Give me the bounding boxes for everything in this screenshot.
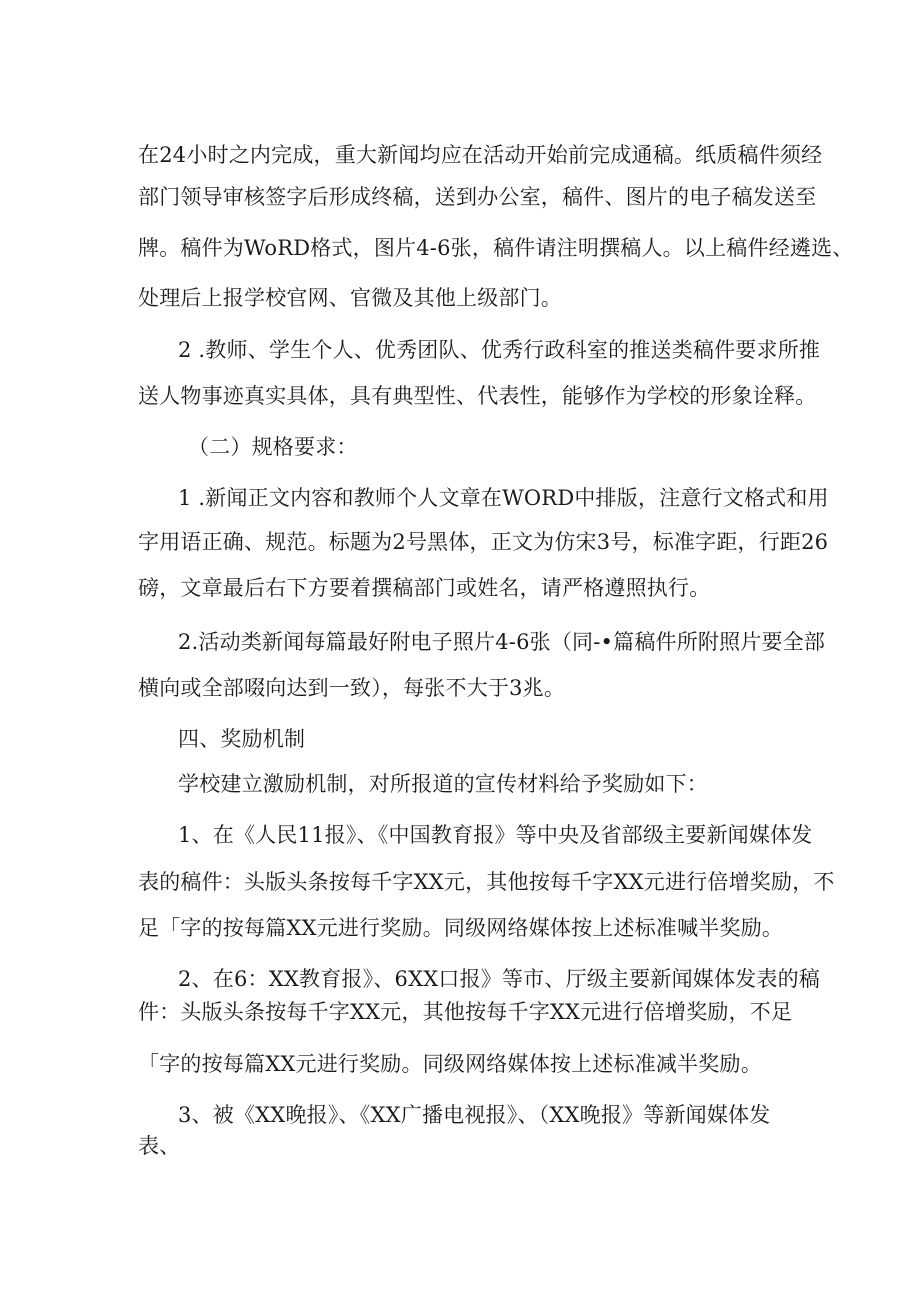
paragraph-line-11: 2.活动类新闻每篇最好附电子照片4-6张（同-•篇稿件所附照片要全部 [178, 630, 826, 654]
paragraph-line-5: 2 .教师、学生个人、优秀团队、优秀行政科室的推送类稿件要求所推 [178, 338, 821, 362]
section-heading-spec: （二）规格要求： [188, 435, 358, 459]
paragraph-line-3: 牌。稿件为WoRD格式，图片4-6张，稿件请注明撰稿人。以上稿件经遴选、 [138, 236, 854, 260]
paragraph-line-4: 处理后上报学校官网、官微及其他上级部门。 [138, 286, 562, 310]
paragraph-line-18: 2、在6：XX教育报》、6XX口报》等市、厅级主要新闻媒体发表的稿 [178, 967, 820, 991]
paragraph-line-21: 3、被《XX晚报》、《XX广播电视报》、（XX晚报》等新闻媒体发 [178, 1103, 771, 1127]
paragraph-line-14: 学校建立激励机制，对所报道的宣传材料给予奖励如下： [178, 772, 708, 796]
paragraph-line-12: 横向或全部啜向达到一致），每张不大于3兆。 [138, 676, 566, 700]
paragraph-line-6: 送人物事迹真实具体，具有典型性、代表性，能够作为学校的形象诠释。 [138, 384, 817, 408]
paragraph-line-2: 部门领导审核签字后形成终稿，送到办公室，稿件、图片的电子稿发送至 [138, 185, 817, 209]
paragraph-line-22: 表、 [138, 1134, 181, 1158]
paragraph-line-1: 在24小时之内完成，重大新闻均应在活动开始前完成通稿。纸质稿件须经 [138, 143, 823, 167]
paragraph-line-16: 表的稿件：头版头条按每千字XX元，其他按每千字XX元进行倍增奖励，不 [138, 870, 835, 894]
paragraph-line-10: 磅，文章最后右下方要着撰稿部门或姓名，请严格遵照执行。 [138, 576, 711, 600]
section-heading-rewards: 四、奖励机制 [178, 727, 306, 751]
paragraph-line-20: 「字的按每篇XX元进行奖励。同级网络媒体按上述标准减半奖励。 [138, 1052, 762, 1076]
paragraph-line-19: 件：头版头条按每千字XX元，其他按每千字XX元进行倍增奖励，不足 [138, 1000, 793, 1024]
paragraph-line-8: 1 .新闻正文内容和教师个人文章在WORD中排版，注意行文格式和用 [178, 486, 829, 510]
paragraph-line-17: 足「字的按每篇XX元进行奖励。同级网络媒体按上述标准喊半奖励。 [138, 916, 784, 940]
paragraph-line-9: 字用语正确、规范。标题为2号黑体，正文为仿宋3号，标准字距，行距26 [138, 530, 829, 554]
paragraph-line-15: 1、在《人民11报》、《中国教育报》等中央及省部级主要新闻媒体发 [178, 823, 813, 847]
